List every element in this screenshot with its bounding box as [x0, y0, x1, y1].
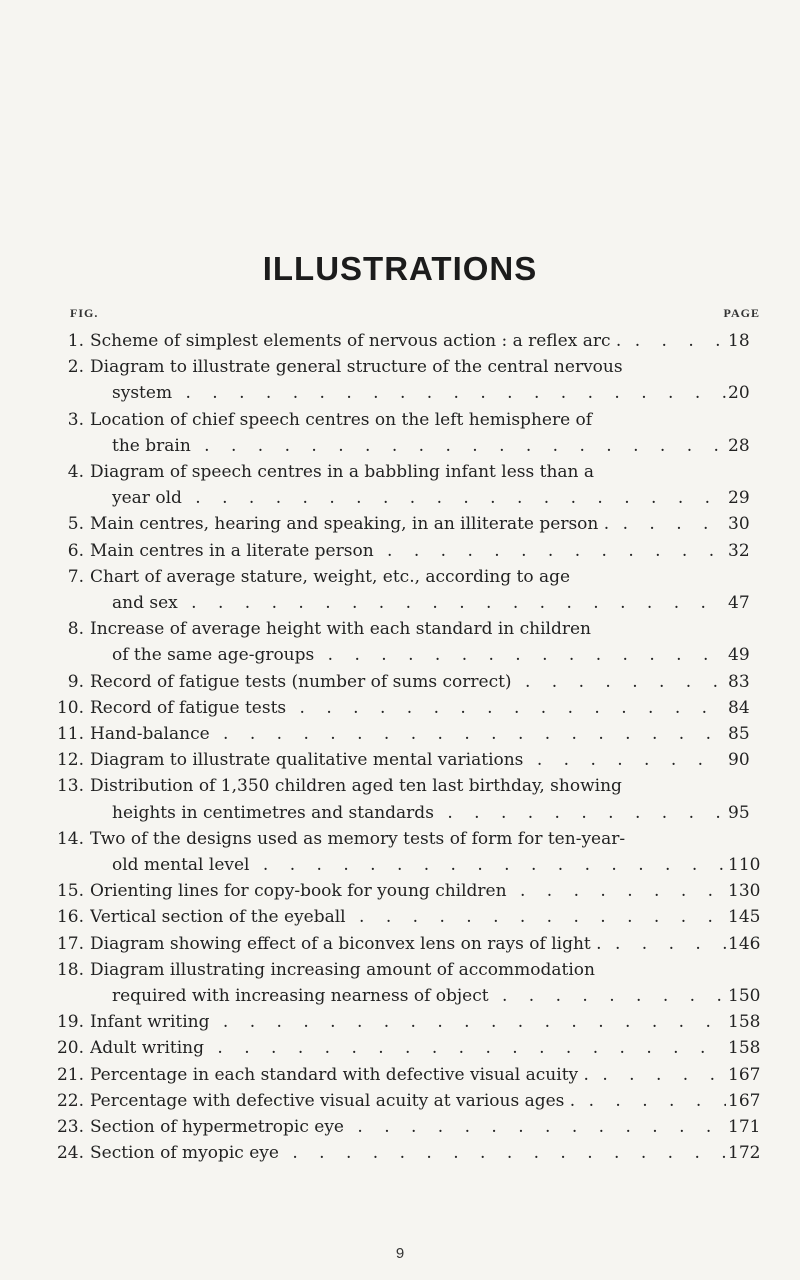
page-reference: 18	[728, 331, 750, 351]
caption-line: Distribution of 1,350 children aged ten last birthday, showing	[90, 776, 622, 797]
list-item	[52, 328, 772, 354]
caption-line: Diagram showing effect of a biconvex lens on rays of light . . . .	[90, 931, 726, 957]
page-title: ILLUSTRATIONS	[262, 250, 538, 287]
figure-caption	[90, 747, 726, 773]
caption-line: Diagram of speech centres in a babbling infant less than a	[90, 462, 595, 483]
list-item	[52, 1009, 772, 1035]
list-item	[52, 538, 772, 564]
page-column-header: PAGE	[723, 306, 760, 320]
page-reference: 146	[728, 933, 761, 954]
page-reference: 29	[728, 488, 750, 509]
figure-caption	[90, 931, 726, 957]
figure-caption	[90, 407, 726, 459]
caption-line: Percentage in each standard with defective visual acuity . . . .	[90, 1062, 726, 1088]
figure-caption	[90, 695, 726, 721]
page-reference: 30	[728, 514, 750, 535]
page-reference: 28	[728, 435, 750, 456]
figure-caption	[90, 616, 726, 668]
list-item	[52, 1114, 772, 1140]
list-item	[52, 354, 772, 406]
figure-number: 4.	[67, 462, 84, 483]
caption-line: Adult writing . . .	[90, 1035, 726, 1061]
list-item	[52, 695, 772, 721]
caption-line: heights in centimetres and standards . . .	[90, 800, 726, 826]
page-reference: 49	[728, 645, 750, 666]
figure-number: 10.	[56, 697, 84, 718]
page-reference: 83	[728, 671, 750, 692]
figure-number: 19.	[56, 1012, 84, 1033]
list-item	[52, 904, 772, 930]
figure-caption	[90, 721, 726, 747]
caption-line: Scheme of simplest elements of nervous action : a reflex arc . . . .	[90, 328, 726, 354]
figure-number: 13.	[56, 776, 84, 797]
caption-line: Main centres, hearing and speaking, in an illiterate person . . . .	[90, 511, 726, 537]
figure-number: 15.	[56, 881, 84, 902]
list-item	[52, 407, 772, 459]
caption-line: Orienting lines for copy-book for young children . . .	[90, 878, 726, 904]
figure-number: 23.	[56, 1117, 84, 1138]
figure-number: 17.	[56, 933, 84, 954]
page-number: 9	[395, 1245, 405, 1262]
page-reference: 85	[728, 724, 750, 745]
figure-caption	[90, 904, 726, 930]
page-reference: 171	[728, 1117, 761, 1138]
figure-number: 1.	[67, 331, 84, 351]
figure-caption	[90, 564, 726, 616]
page-reference: 84	[728, 697, 750, 718]
figure-caption	[90, 826, 726, 878]
figure-caption	[90, 328, 726, 354]
page-reference: 110	[728, 855, 761, 876]
figure-caption	[90, 1140, 726, 1166]
list-item	[52, 1088, 772, 1114]
caption-line: Record of fatigue tests (number of sums correct) . . .	[90, 669, 726, 695]
page-reference: 167	[728, 1090, 761, 1111]
page-reference: 167	[728, 1064, 761, 1085]
list-item	[52, 616, 772, 668]
list-item	[52, 878, 772, 904]
figure-caption	[90, 957, 726, 1009]
caption-line: Section of myopic eye . . .	[90, 1140, 726, 1166]
figure-number: 14.	[56, 828, 84, 849]
figure-caption	[90, 773, 726, 825]
caption-line: Diagram to illustrate general structure of the central nervous	[90, 357, 623, 378]
page-reference: 90	[728, 750, 750, 771]
caption-line: Record of fatigue tests . . .	[90, 695, 726, 721]
figure-number: 2.	[67, 357, 84, 378]
page-reference: 172	[728, 1143, 761, 1164]
page-reference: 150	[728, 986, 761, 1007]
figure-number: 8.	[67, 619, 84, 640]
figure-caption	[90, 538, 726, 564]
list-item	[52, 721, 772, 747]
list-item	[52, 957, 772, 1009]
list-item	[52, 747, 772, 773]
page-reference: 145	[728, 907, 761, 928]
page-reference: 95	[728, 802, 750, 823]
figure-number: 5.	[67, 514, 84, 535]
caption-line: year old . . .	[90, 485, 726, 511]
list-item	[52, 564, 772, 616]
list-item	[52, 1140, 772, 1166]
figure-number: 6.	[67, 540, 84, 561]
illustrations-list	[52, 328, 772, 1167]
caption-line: Main centres in a literate person . . .	[90, 538, 726, 564]
figure-caption	[90, 354, 726, 406]
caption-line: of the same age-groups . . .	[90, 642, 726, 668]
figure-caption	[90, 511, 726, 537]
figure-caption	[90, 878, 726, 904]
figure-caption	[90, 1035, 726, 1061]
page-reference: 158	[728, 1012, 761, 1033]
caption-line: system . . .	[90, 380, 726, 406]
caption-line: Location of chief speech centres on the left hemisphere of	[90, 409, 593, 430]
caption-line: required with increasing nearness of object . . .	[90, 983, 726, 1009]
fig-column-header: FIG.	[70, 306, 99, 320]
figure-number: 11.	[56, 724, 84, 745]
figure-caption	[90, 1062, 726, 1088]
figure-number: 21.	[56, 1064, 84, 1085]
figure-number: 12.	[56, 750, 84, 771]
list-item	[52, 931, 772, 957]
list-item	[52, 511, 772, 537]
page-reference: 32	[728, 540, 750, 561]
figure-caption	[90, 459, 726, 511]
figure-caption	[90, 669, 726, 695]
list-item	[52, 773, 772, 825]
list-item	[52, 1035, 772, 1061]
figure-caption	[90, 1088, 726, 1114]
page-reference: 20	[728, 383, 750, 404]
caption-line: Vertical section of the eyeball . . .	[90, 904, 726, 930]
caption-line: Percentage with defective visual acuity at various ages . . . .	[90, 1088, 726, 1114]
list-item	[52, 1062, 772, 1088]
caption-line: Section of hypermetropic eye . . .	[90, 1114, 726, 1140]
figure-number: 18.	[56, 959, 84, 980]
caption-line: and sex . . .	[90, 590, 726, 616]
caption-line: old mental level . . .	[90, 852, 726, 878]
caption-line: Diagram illustrating increasing amount of accommodation	[90, 959, 595, 980]
list-item	[52, 826, 772, 878]
figure-number: 9.	[67, 671, 84, 692]
page-reference: 47	[728, 593, 750, 614]
caption-line: Hand-balance . . .	[90, 721, 726, 747]
page-reference: 158	[728, 1038, 761, 1059]
figure-number: 16.	[56, 907, 84, 928]
figure-number: 3.	[67, 409, 84, 430]
figure-caption	[90, 1114, 726, 1140]
caption-line: Two of the designs used as memory tests of form for ten-year-	[90, 828, 626, 849]
caption-line: Chart of average stature, weight, etc., according to age	[90, 566, 571, 587]
figure-number: 7.	[67, 566, 84, 587]
figure-number: 20.	[56, 1038, 84, 1059]
caption-line: the brain . . .	[90, 433, 726, 459]
figure-number: 22.	[56, 1090, 84, 1111]
page-reference: 130	[728, 881, 761, 902]
caption-line: Diagram to illustrate qualitative mental variations . . .	[90, 747, 726, 773]
figure-caption	[90, 1009, 726, 1035]
caption-line: Increase of average height with each standard in children	[90, 619, 592, 640]
list-item	[52, 459, 772, 511]
figure-number: 24.	[56, 1143, 84, 1164]
list-item	[52, 669, 772, 695]
caption-line: Infant writing . . .	[90, 1009, 726, 1035]
